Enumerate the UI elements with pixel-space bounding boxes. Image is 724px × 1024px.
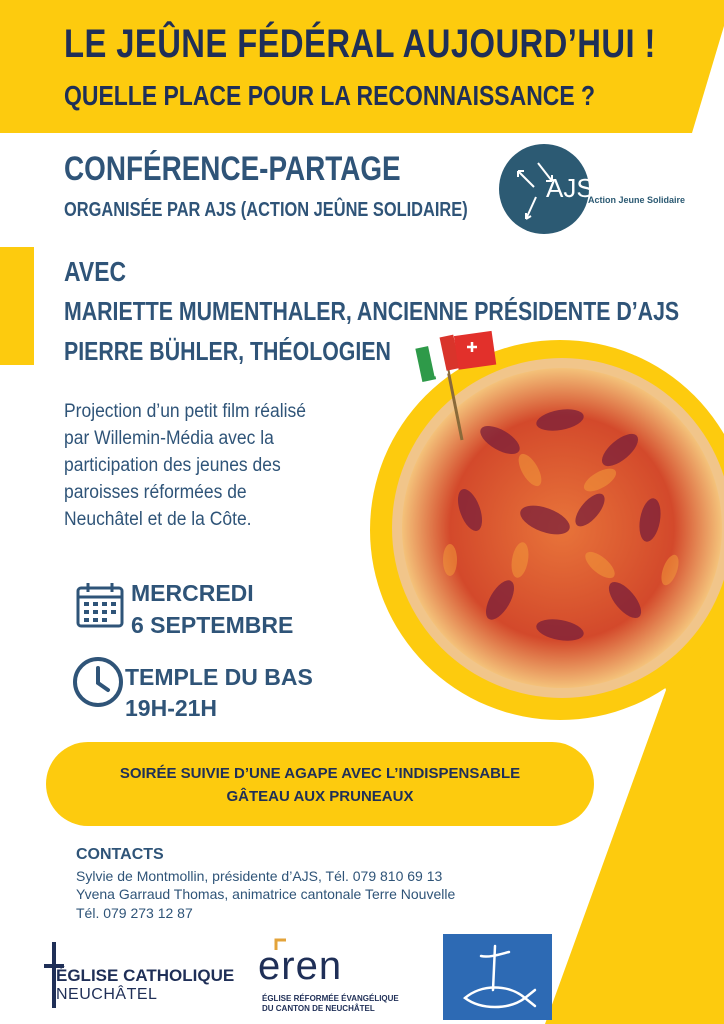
conference-organizer: ORGANISÉE PAR AJS (ACTION JEÛNE SOLIDAIRE) xyxy=(64,199,468,221)
projection-line: paroisses réformées de xyxy=(64,482,247,503)
conference-title: CONFÉRENCE-PARTAGE xyxy=(64,150,401,188)
event-date: 6 SEPTEMBRE xyxy=(131,612,294,638)
ajs-logo-letters: AJS xyxy=(546,173,594,203)
speaker-item: PIERRE BÜHLER, THÉOLOGIEN xyxy=(64,336,391,366)
event-day: MERCREDI xyxy=(131,580,254,606)
soiree-line: SOIRÉE SUIVIE D’UNE AGAPE AVEC L’INDISPENSABLE xyxy=(119,765,521,782)
projection-description xyxy=(64,398,349,533)
plum-tart-image xyxy=(392,358,724,698)
contact-line: Yvena Garraud Thomas, animatrice cantonale Terre Nouvelle xyxy=(76,886,456,902)
eren-logo xyxy=(258,938,418,1016)
eren-line1: ÉGLISE RÉFORMÉE ÉVANGÉLIQUE xyxy=(262,994,399,1003)
soiree-text xyxy=(46,762,594,808)
event-time: 19H-21H xyxy=(125,695,218,721)
speakers-heading: AVEC xyxy=(64,256,127,287)
banner-subtitle: QUELLE PLACE POUR LA RECONNAISSANCE ? xyxy=(64,80,596,111)
ajs-logo-tagline: Action Jeune Solidaire xyxy=(588,195,686,205)
event-place: TEMPLE DU BAS xyxy=(125,664,313,690)
soiree-line: GÂTEAU AUX PRUNEAUX xyxy=(226,788,414,805)
clock-icon xyxy=(72,656,124,708)
contact-line: Sylvie de Montmollin, présidente d’AJS, Tél. 079 810 69 13 xyxy=(76,868,443,884)
calendar-icon xyxy=(76,582,124,628)
contacts-title: CONTACTS xyxy=(76,846,164,863)
catholique-line1: ÉGLISE CATHOLIQUE xyxy=(56,966,235,985)
projection-line: par Willemin-Média avec la xyxy=(64,428,274,449)
projection-line: Projection d’un petit film réalisé xyxy=(64,401,306,422)
left-tab xyxy=(0,247,34,365)
catholique-line2: NEUCHÂTEL xyxy=(56,986,158,1003)
speaker-item: MARIETTE MUMENTHALER, ANCIENNE PRÉSIDENTE D’AJS xyxy=(64,296,680,326)
ajs-logo xyxy=(498,143,686,235)
banner-title: LE JEÛNE FÉDÉRAL AUJOURD’HUI ! xyxy=(64,22,656,66)
parish-logo xyxy=(443,934,552,1020)
projection-line: participation des jeunes des xyxy=(64,455,281,476)
eren-line2: DU CANTON DE NEUCHÂTEL xyxy=(262,1004,375,1013)
catholique-logo xyxy=(40,942,240,1012)
contact-line: Tél. 079 273 12 87 xyxy=(76,905,193,921)
projection-line: Neuchâtel et de la Côte. xyxy=(64,509,252,530)
eren-name: eren xyxy=(258,944,343,988)
